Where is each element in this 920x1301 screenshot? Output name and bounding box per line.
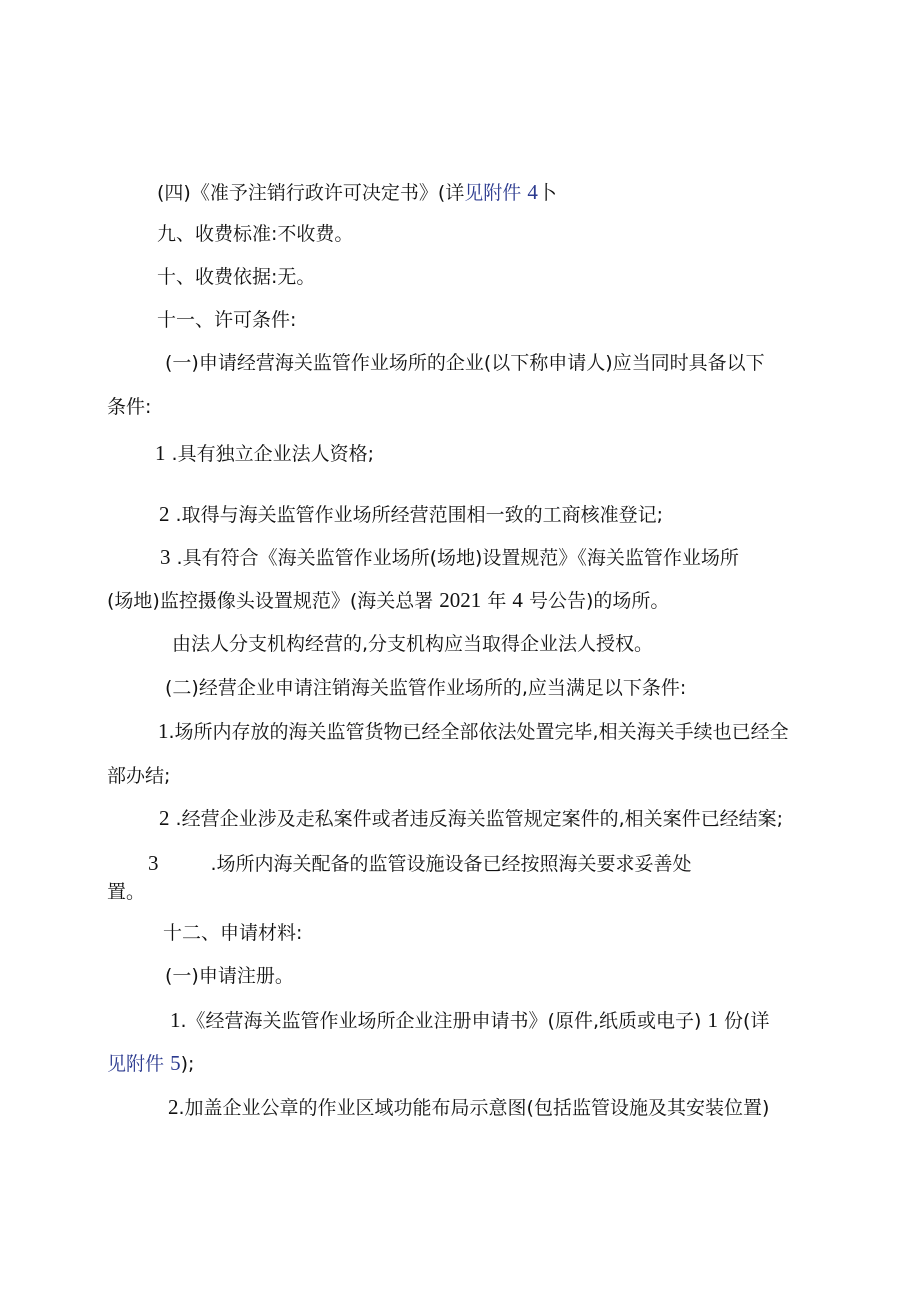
copy-count: 1 xyxy=(707,1008,718,1032)
item-number: 3 xyxy=(160,545,171,569)
link-number: 4 xyxy=(527,180,538,204)
item-number: 2 xyxy=(168,1095,179,1119)
heading-license-conditions: 十一、许可条件: xyxy=(157,309,297,331)
para-text-tail: 号公告)的场所。 xyxy=(528,590,670,612)
link-text: 见附件 xyxy=(464,182,522,204)
item-text: .具有独立企业法人资格; xyxy=(171,443,374,465)
item-text: .场所内海关配备的监管设施设备已经按照海关要求妥善处 xyxy=(210,853,692,875)
item-number: 2 xyxy=(159,806,170,830)
para-conditions-intro: (一)申请经营海关监管作业场所的企业(以下称申请人)应当同时具备以下 xyxy=(165,352,765,374)
para-revoke-decision xyxy=(157,180,557,205)
item-number: 1 xyxy=(158,719,169,743)
heading-application-materials: 十二、申请材料: xyxy=(163,922,303,944)
item-material-1 xyxy=(170,1008,769,1033)
para-branch-authorization: 由法人分支机构经营的,分支机构应当取得企业法人授权。 xyxy=(172,633,654,655)
item-text: .《经营海关监管作业场所企业注册申请书》(原件,纸质或电子) xyxy=(180,1010,702,1032)
para-text: (场地)监控摄像头设置规范》(海关总署 xyxy=(107,590,434,612)
notice-number: 4 xyxy=(512,588,523,612)
item-text: .经营企业涉及走私案件或者违反海关监管规定案件的,相关案件已经结案; xyxy=(175,808,784,830)
item-dereg-condition-3 xyxy=(148,851,692,876)
item-text: .取得与海关监管作业场所经营范围相一致的工商核准登记; xyxy=(175,504,663,526)
item-number: 1 xyxy=(155,441,166,465)
para-deregistration-conditions: (二)经营企业申请注销海关监管作业场所的,应当满足以下条件: xyxy=(165,677,687,699)
item-condition-3-cont xyxy=(107,588,669,613)
item-material-2 xyxy=(168,1095,769,1120)
para-text: 年 xyxy=(487,590,507,612)
item-dereg-condition-2 xyxy=(159,806,783,831)
heading-fee-standard: 九、收费标准:不收费。 xyxy=(157,223,354,245)
item-number: 3 xyxy=(148,851,159,875)
item-dereg-condition-1-cont: 部办结; xyxy=(107,765,171,787)
para-text: (四)《准予注销行政许可决定书》(详 xyxy=(157,182,465,204)
item-text: .具有符合《海关监管作业场所(场地)设置规范》《海关监管作业场所 xyxy=(176,547,739,569)
item-material-1-cont xyxy=(107,1051,194,1076)
para-text-tail: 卜 xyxy=(537,182,557,204)
item-number: 2 xyxy=(159,502,170,526)
item-condition-2 xyxy=(159,502,663,527)
subheading-apply-registration: (一)申请注册。 xyxy=(165,965,294,987)
para-text-tail: ); xyxy=(180,1053,195,1075)
link-text: 见附件 xyxy=(107,1053,165,1075)
item-condition-1 xyxy=(155,441,374,466)
item-number: 1 xyxy=(170,1008,181,1032)
heading-fee-basis: 十、收费依据:无。 xyxy=(157,266,316,288)
para-conditions-intro-cont: 条件: xyxy=(107,396,152,418)
item-condition-3 xyxy=(160,545,739,570)
attachment-5-link[interactable] xyxy=(107,1053,181,1075)
year-number: 2021 xyxy=(439,588,482,612)
item-text: .场所内存放的海关监管货物已经全部依法处置完毕,相关海关手续也已经全 xyxy=(168,721,789,743)
item-text: .加盖企业公章的作业区域功能布局示意图(包括监管设施及其安装位置) xyxy=(178,1097,770,1119)
link-number: 5 xyxy=(170,1051,181,1075)
item-text-tail: 份(详 xyxy=(724,1010,770,1032)
item-dereg-condition-1 xyxy=(158,719,789,744)
item-dereg-condition-3-cont: 置。 xyxy=(107,881,146,903)
attachment-4-link[interactable] xyxy=(464,182,538,204)
